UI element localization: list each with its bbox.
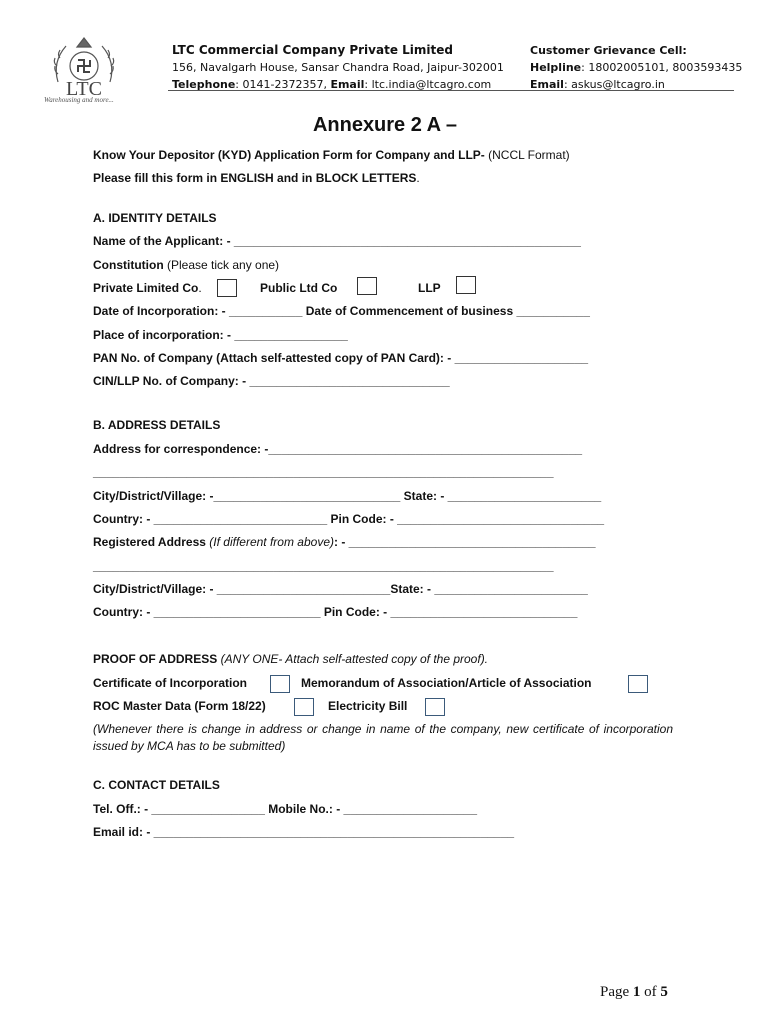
city-state-field-2[interactable]: City/District/Village: - __________________________State: - _______________________ (93, 582, 588, 596)
country-pin-field-1[interactable]: Country: - __________________________ Pin Code: - _______________________________ (93, 512, 605, 526)
intro-instruction: Please fill this form in ENGLISH and in BLOCK LETTERS (93, 171, 417, 185)
pan-field[interactable]: PAN No. of Company (Attach self-attested copy of PAN Card): - ____________________ (93, 351, 589, 365)
page-of: of (640, 984, 661, 1000)
registered-address-label: Registered Address (93, 535, 206, 549)
company-name: LTC Commercial Company Private Limited (172, 43, 453, 57)
proof-heading-text: PROOF OF ADDRESS (93, 652, 218, 666)
country-pin-field-2[interactable]: Country: - _________________________ Pin Code: - ____________________________ (93, 605, 578, 619)
intro-period: . (416, 171, 420, 185)
constitution-hint: (Please tick any one) (163, 258, 280, 272)
option-private-label (93, 281, 202, 295)
address-heading: B. ADDRESS DETAILS (93, 418, 221, 432)
telephone-value: : 0141-2372357, (235, 78, 331, 91)
correspondence-address-field[interactable]: Address for correspondence: -_______________________________________________ (93, 442, 583, 456)
option-electricity-label: Electricity Bill (328, 699, 408, 713)
cin-field[interactable]: CIN/LLP No. of Company: - ______________________________ (93, 374, 450, 388)
option-roc-label: ROC Master Data (Form 18/22) (93, 699, 266, 713)
llp-checkbox[interactable] (456, 276, 476, 294)
header-divider (168, 90, 734, 91)
grievance-title: Customer Grievance Cell: (530, 44, 687, 57)
grievance-email-label: Email (530, 78, 564, 91)
grievance-info (530, 42, 742, 93)
name-of-applicant-field[interactable]: Name of the Applicant: - ____________________________________________________ (93, 234, 581, 248)
intro-line-2 (93, 171, 420, 185)
place-of-incorporation-field[interactable]: Place of incorporation: - _________________ (93, 328, 348, 342)
logo-tagline: Warehousing and more... (44, 96, 114, 104)
registered-address-hint: (If different from above) (205, 535, 334, 549)
intro-bold: Know Your Depositor (KYD) Application Form for Company and LLP- (93, 148, 489, 162)
option-memorandum-label: Memorandum of Association/Article of Association (301, 676, 592, 690)
company-address: 156, Navalgarh House, Sansar Chandra Road, Jaipur-302001 (172, 61, 504, 74)
certificate-checkbox[interactable] (270, 675, 290, 693)
public-ltd-checkbox[interactable] (357, 277, 377, 295)
page-title: Annexure 2 A – (312, 114, 458, 136)
contact-heading: C. CONTACT DETAILS (93, 778, 220, 792)
page-word: Page (600, 984, 633, 1000)
constitution-line (93, 258, 279, 272)
private-limited-checkbox[interactable] (217, 279, 237, 297)
date-of-incorporation-field[interactable]: Date of Incorporation: - ___________ Date of Commencement of business ___________ (93, 304, 590, 318)
email-label: Email (330, 78, 365, 91)
proof-heading (93, 652, 488, 666)
proof-heading-hint: (ANY ONE- Attach self-attested copy of the proof). (217, 652, 489, 666)
registered-address-field[interactable] (93, 535, 596, 549)
page-current: 1 (632, 984, 641, 1000)
option-certificate-label: Certificate of Incorporation (93, 676, 248, 690)
registered-address-line-2[interactable]: _____________________________________________________________________ (93, 559, 554, 573)
option-private-text: Private Limited Co (93, 281, 199, 295)
roc-checkbox[interactable] (294, 698, 314, 716)
correspondence-address-line-2[interactable]: _____________________________________________________________________ (93, 465, 554, 479)
logo-text: LTC (66, 78, 102, 100)
city-state-field-1[interactable]: City/District/Village: -____________________________ State: - _______________________ (93, 489, 602, 503)
helpline (530, 59, 742, 76)
tel-mobile-field[interactable]: Tel. Off.: - _________________ Mobile No.: - ____________________ (93, 802, 478, 816)
page-total: 5 (660, 984, 668, 1000)
email-id-field[interactable]: Email id: - ______________________________________________________ (93, 825, 515, 839)
registered-address-blank: : - _____________________________________ (334, 535, 596, 549)
option-public-label: Public Ltd Co (260, 281, 338, 295)
helpline-value: : 18002005101, 8003593435 (581, 61, 743, 74)
grievance-email-value: : askus@ltcagro.in (563, 78, 665, 91)
memorandum-checkbox[interactable] (628, 675, 648, 693)
proof-note: (Whenever there is change in address or change in name of the company, new certificate of incorporation issued by MCA has to be submitted) (93, 722, 673, 753)
option-llp-label: LLP (418, 281, 441, 295)
intro-line-1 (93, 148, 570, 162)
electricity-bill-checkbox[interactable] (425, 698, 445, 716)
email-value: : ltc.india@ltcagro.com (364, 78, 492, 91)
option-private-dot: . (198, 281, 202, 295)
company-logo (44, 34, 124, 106)
helpline-label: Helpline (530, 61, 582, 74)
company-info (172, 42, 504, 93)
telephone-label: Telephone (172, 78, 236, 91)
constitution-label: Constitution (93, 258, 164, 272)
page-number (600, 984, 668, 1001)
identity-heading: A. IDENTITY DETAILS (93, 211, 217, 225)
intro-format: (NCCL Format) (488, 148, 570, 162)
